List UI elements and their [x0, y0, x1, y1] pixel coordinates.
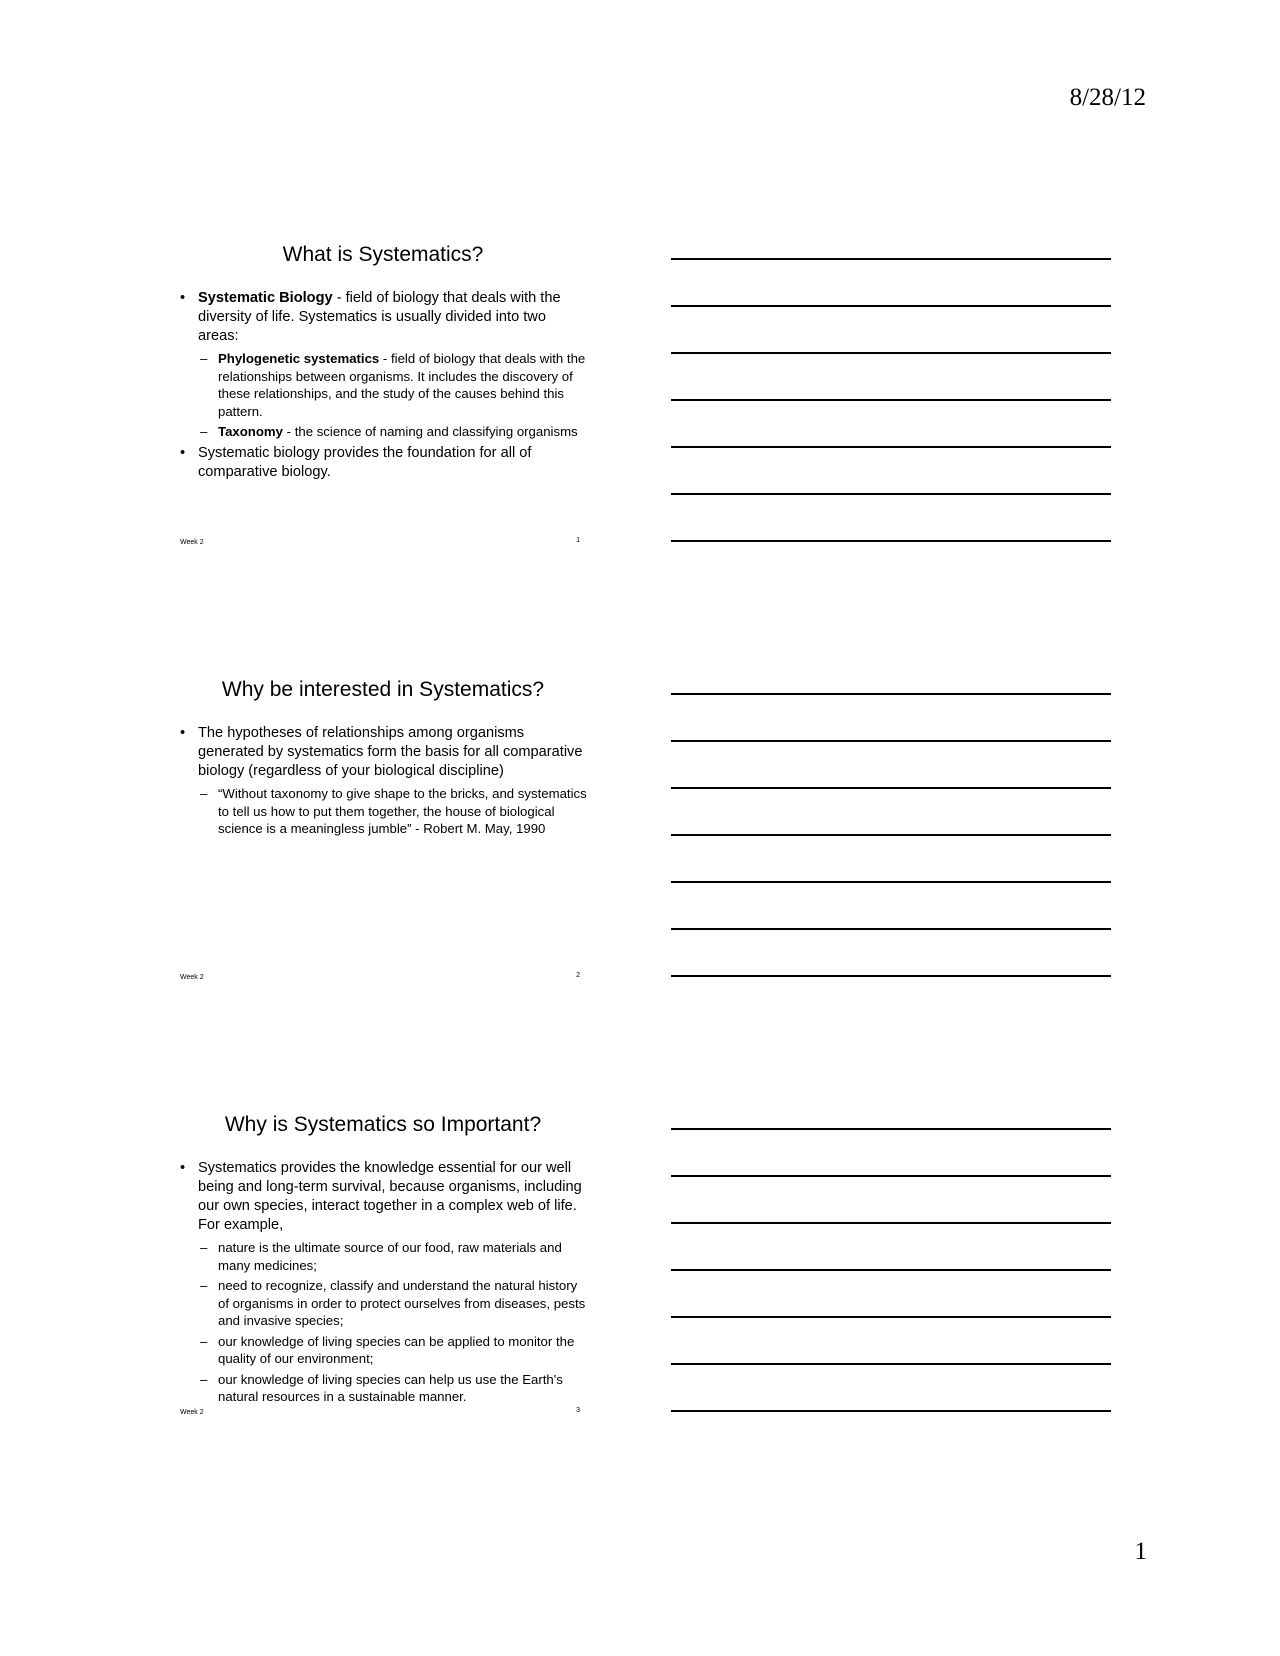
- slide-footer-week: Week 2: [180, 1409, 204, 1416]
- note-line: [671, 1363, 1111, 1365]
- note-line: [671, 1269, 1111, 1271]
- note-line: [671, 1128, 1111, 1130]
- slide-title: Why is Systematics so Important?: [224, 1113, 542, 1136]
- bullet-text: - field of biology that deals with the diversity of life. Systematics is usually divided into two areas:: [198, 290, 561, 344]
- slide-footer-number: 2: [576, 972, 580, 979]
- slide-1: [178, 243, 588, 563]
- slide-footer-week: Week 2: [180, 974, 204, 981]
- slide-title: What is Systematics?: [282, 243, 484, 266]
- slide-footer-number: 1: [576, 537, 580, 544]
- bullet: [178, 1159, 588, 1235]
- note-line: [671, 1410, 1111, 1412]
- bullet: [178, 289, 588, 346]
- slide-body: [178, 1159, 588, 1409]
- sub-bullet-term: Taxonomy: [218, 424, 283, 439]
- sub-bullet-text: “Without taxonomy to give shape to the bricks, and systematics to tell us how to put them together, the house of biological science is a meaningless jumble” - Robert M. May, 1990: [218, 786, 587, 836]
- bullet-text: Systematic biology provides the foundation for all of comparative biology.: [198, 444, 532, 480]
- slide-footer-number: 3: [576, 1407, 580, 1414]
- sub-bullet: [178, 350, 588, 420]
- sub-bullet-term: Phylogenetic systematics: [218, 351, 380, 366]
- note-line: [671, 975, 1111, 977]
- note-line: [671, 693, 1111, 695]
- note-line: [671, 258, 1111, 260]
- sub-bullet: – our knowledge of living species can help us use the Earth's natural resources in a sustainable manner.: [178, 1371, 588, 1406]
- bullet: [178, 724, 588, 781]
- slide-body: [178, 724, 588, 841]
- note-line: [671, 446, 1111, 448]
- bullet-term: Systematic Biology: [198, 290, 333, 306]
- sub-bullet: – need to recognize, classify and understand the natural history of organisms in order to protect ourselves from diseases, pests and invasive species;: [178, 1277, 588, 1330]
- note-line: [671, 881, 1111, 883]
- note-line: [671, 787, 1111, 789]
- bullet: [178, 444, 588, 482]
- page-date: 8/28/12: [1069, 84, 1146, 111]
- slide-2: [178, 678, 588, 998]
- note-line: [671, 493, 1111, 495]
- slide-body: [178, 289, 588, 486]
- sub-bullet-text: - the science of naming and classifying organisms: [282, 424, 578, 439]
- note-line: [671, 399, 1111, 401]
- note-line: [671, 352, 1111, 354]
- slide-3: [178, 1113, 588, 1433]
- sub-bullet: [178, 423, 588, 441]
- bullet-text: The hypotheses of relationships among organisms generated by systematics form the basis for all comparative biology (regardless of your biological discipline): [198, 725, 583, 779]
- note-line: [671, 834, 1111, 836]
- note-line: [671, 928, 1111, 930]
- note-line: [671, 1175, 1111, 1177]
- sub-bullet-text: - field of biology that deals with the relationships between organisms. It includes the discovery of these relationships, and the study of the causes behind this pattern.: [218, 351, 586, 419]
- sub-bullet: – nature is the ultimate source of our food, raw materials and many medicines;: [178, 1239, 588, 1274]
- sub-bullet: – our knowledge of living species can be applied to monitor the quality of our environment;: [178, 1333, 588, 1368]
- slide-title: Why be interested in Systematics?: [221, 678, 545, 701]
- note-line: [671, 740, 1111, 742]
- note-line: [671, 540, 1111, 542]
- slide-footer-week: Week 2: [180, 539, 204, 546]
- sub-bullet: [178, 785, 588, 838]
- note-line: [671, 1316, 1111, 1318]
- page-number: 1: [1134, 1538, 1147, 1565]
- note-line: [671, 305, 1111, 307]
- note-line: [671, 1222, 1111, 1224]
- bullet-text: Systematics provides the knowledge essential for our well being and long-term survival, because organisms, including our own species, interact together in a complex web of life. For example,: [198, 1160, 582, 1233]
